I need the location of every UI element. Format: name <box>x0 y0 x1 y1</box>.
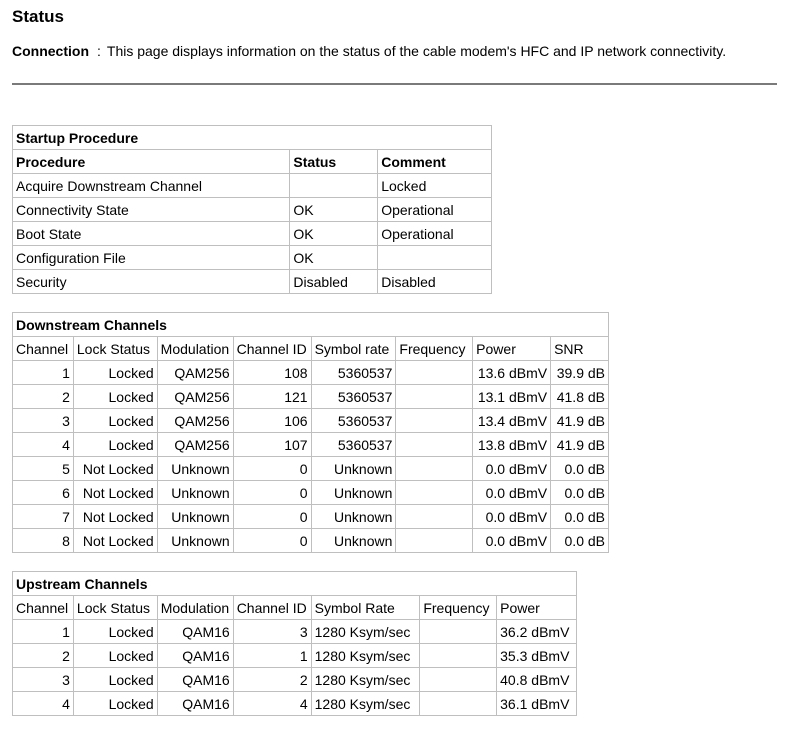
upstream-caption: Upstream Channels <box>13 572 577 596</box>
lock-status-cell: Locked <box>73 433 157 457</box>
symbol-rate-cell: Unknown <box>311 529 396 553</box>
table-caption-row <box>13 572 577 596</box>
channel-cell: 2 <box>13 644 74 668</box>
snr-cell: 0.0 dB <box>551 505 609 529</box>
modulation-cell: QAM16 <box>157 668 233 692</box>
channel-id-cell: 121 <box>233 385 311 409</box>
col-header-channel: Channel <box>13 337 74 361</box>
channel-cell: 1 <box>13 620 74 644</box>
modulation-cell: Unknown <box>157 457 233 481</box>
table-row <box>13 644 577 668</box>
frequency-cell <box>420 620 497 644</box>
lock-status-cell: Locked <box>73 644 157 668</box>
power-cell: 13.1 dBmV <box>473 385 551 409</box>
table-caption-row <box>13 126 492 150</box>
divider <box>12 83 777 85</box>
connection-text: This page displays information on the status of the cable modem's HFC and IP network connectivity. <box>106 43 727 59</box>
channel-cell: 3 <box>13 409 74 433</box>
snr-cell: 41.8 dB <box>551 385 609 409</box>
frequency-cell <box>420 692 497 716</box>
frequency-cell <box>396 409 473 433</box>
channel-id-cell: 3 <box>233 620 311 644</box>
col-header-frequency: Frequency <box>396 337 473 361</box>
channel-cell: 7 <box>13 505 74 529</box>
lock-status-cell: Locked <box>73 668 157 692</box>
frequency-cell <box>396 361 473 385</box>
power-cell: 0.0 dBmV <box>473 505 551 529</box>
table-header-row <box>13 150 492 174</box>
startup-caption: Startup Procedure <box>13 126 492 150</box>
table-row <box>13 270 492 294</box>
table-row <box>13 457 609 481</box>
col-header-power: Power <box>497 596 577 620</box>
channel-id-cell: 2 <box>233 668 311 692</box>
modulation-cell: QAM256 <box>157 385 233 409</box>
frequency-cell <box>420 668 497 692</box>
modulation-cell: QAM256 <box>157 433 233 457</box>
connection-description <box>12 43 726 59</box>
table-row <box>13 361 609 385</box>
procedure-cell: Configuration File <box>13 246 290 270</box>
page-title: Status <box>12 7 64 26</box>
startup-procedure-table <box>12 125 492 294</box>
col-header-power: Power <box>473 337 551 361</box>
frequency-cell <box>396 385 473 409</box>
channel-id-cell: 0 <box>233 529 311 553</box>
col-header-symbol-rate: Symbol Rate <box>311 596 420 620</box>
modulation-cell: QAM16 <box>157 620 233 644</box>
table-row <box>13 198 492 222</box>
table-caption-row <box>13 313 609 337</box>
modulation-cell: Unknown <box>157 529 233 553</box>
downstream-channels-table <box>12 312 609 553</box>
col-header-snr: SNR <box>551 337 609 361</box>
channel-cell: 6 <box>13 481 74 505</box>
power-cell: 40.8 dBmV <box>497 668 577 692</box>
channel-id-cell: 4 <box>233 692 311 716</box>
power-cell: 13.4 dBmV <box>473 409 551 433</box>
modulation-cell: QAM256 <box>157 409 233 433</box>
frequency-cell <box>420 644 497 668</box>
status-cell <box>290 174 378 198</box>
status-cell: OK <box>290 198 378 222</box>
channel-id-cell: 0 <box>233 457 311 481</box>
col-header-modulation: Modulation <box>157 596 233 620</box>
lock-status-cell: Locked <box>73 692 157 716</box>
downstream-caption: Downstream Channels <box>13 313 609 337</box>
frequency-cell <box>396 457 473 481</box>
col-header-procedure: Procedure <box>13 150 290 174</box>
col-header-channel-id: Channel ID <box>233 337 311 361</box>
power-cell: 0.0 dBmV <box>473 457 551 481</box>
channel-cell: 4 <box>13 692 74 716</box>
symbol-rate-cell: 5360537 <box>311 409 396 433</box>
table-header-row <box>13 337 609 361</box>
table-row <box>13 668 577 692</box>
table-row <box>13 246 492 270</box>
power-cell: 0.0 dBmV <box>473 481 551 505</box>
lock-status-cell: Locked <box>73 385 157 409</box>
comment-cell <box>378 246 492 270</box>
table-row <box>13 222 492 246</box>
modulation-cell: Unknown <box>157 505 233 529</box>
channel-id-cell: 1 <box>233 644 311 668</box>
status-cell: OK <box>290 222 378 246</box>
snr-cell: 0.0 dB <box>551 457 609 481</box>
comment-cell: Disabled <box>378 270 492 294</box>
power-cell: 13.8 dBmV <box>473 433 551 457</box>
channel-id-cell: 108 <box>233 361 311 385</box>
col-header-comment: Comment <box>378 150 492 174</box>
lock-status-cell: Not Locked <box>73 481 157 505</box>
table-row <box>13 433 609 457</box>
comment-cell: Locked <box>378 174 492 198</box>
channel-cell: 3 <box>13 668 74 692</box>
snr-cell: 0.0 dB <box>551 529 609 553</box>
table-row <box>13 505 609 529</box>
channel-cell: 1 <box>13 361 74 385</box>
channel-id-cell: 0 <box>233 481 311 505</box>
status-cell: Disabled <box>290 270 378 294</box>
comment-cell: Operational <box>378 222 492 246</box>
power-cell: 35.3 dBmV <box>497 644 577 668</box>
symbol-rate-cell: 5360537 <box>311 433 396 457</box>
col-header-frequency: Frequency <box>420 596 497 620</box>
procedure-cell: Security <box>13 270 290 294</box>
status-cell: OK <box>290 246 378 270</box>
symbol-rate-cell: 5360537 <box>311 385 396 409</box>
lock-status-cell: Not Locked <box>73 505 157 529</box>
channel-cell: 4 <box>13 433 74 457</box>
snr-cell: 41.9 dB <box>551 433 609 457</box>
power-cell: 0.0 dBmV <box>473 529 551 553</box>
modulation-cell: QAM16 <box>157 644 233 668</box>
channel-cell: 8 <box>13 529 74 553</box>
procedure-cell: Acquire Downstream Channel <box>13 174 290 198</box>
lock-status-cell: Not Locked <box>73 529 157 553</box>
col-header-channel: Channel <box>13 596 74 620</box>
snr-cell: 0.0 dB <box>551 481 609 505</box>
table-row <box>13 385 609 409</box>
col-header-channel-id: Channel ID <box>233 596 311 620</box>
frequency-cell <box>396 505 473 529</box>
channel-cell: 2 <box>13 385 74 409</box>
col-header-status: Status <box>290 150 378 174</box>
snr-cell: 39.9 dB <box>551 361 609 385</box>
frequency-cell <box>396 529 473 553</box>
lock-status-cell: Locked <box>73 361 157 385</box>
procedure-cell: Connectivity State <box>13 198 290 222</box>
table-row <box>13 529 609 553</box>
procedure-cell: Boot State <box>13 222 290 246</box>
table-row <box>13 620 577 644</box>
snr-cell: 41.9 dB <box>551 409 609 433</box>
col-header-modulation: Modulation <box>157 337 233 361</box>
channel-id-cell: 106 <box>233 409 311 433</box>
channel-id-cell: 0 <box>233 505 311 529</box>
channel-id-cell: 107 <box>233 433 311 457</box>
col-header-lock-status: Lock Status <box>73 337 157 361</box>
connection-label: Connection <box>12 43 89 59</box>
connection-separator: : <box>97 43 101 59</box>
symbol-rate-cell: 1280 Ksym/sec <box>311 620 420 644</box>
symbol-rate-cell: Unknown <box>311 481 396 505</box>
lock-status-cell: Locked <box>73 409 157 433</box>
frequency-cell <box>396 481 473 505</box>
power-cell: 13.6 dBmV <box>473 361 551 385</box>
channel-cell: 5 <box>13 457 74 481</box>
table-row <box>13 481 609 505</box>
symbol-rate-cell: Unknown <box>311 505 396 529</box>
power-cell: 36.2 dBmV <box>497 620 577 644</box>
symbol-rate-cell: 5360537 <box>311 361 396 385</box>
symbol-rate-cell: Unknown <box>311 457 396 481</box>
upstream-channels-table <box>12 571 577 716</box>
lock-status-cell: Locked <box>73 620 157 644</box>
power-cell: 36.1 dBmV <box>497 692 577 716</box>
symbol-rate-cell: 1280 Ksym/sec <box>311 692 420 716</box>
table-header-row <box>13 596 577 620</box>
symbol-rate-cell: 1280 Ksym/sec <box>311 668 420 692</box>
col-header-symbol-rate: Symbol rate <box>311 337 396 361</box>
modulation-cell: Unknown <box>157 481 233 505</box>
modulation-cell: QAM256 <box>157 361 233 385</box>
lock-status-cell: Not Locked <box>73 457 157 481</box>
col-header-lock-status: Lock Status <box>73 596 157 620</box>
symbol-rate-cell: 1280 Ksym/sec <box>311 644 420 668</box>
comment-cell: Operational <box>378 198 492 222</box>
table-row <box>13 174 492 198</box>
table-row <box>13 692 577 716</box>
modulation-cell: QAM16 <box>157 692 233 716</box>
frequency-cell <box>396 433 473 457</box>
table-row <box>13 409 609 433</box>
